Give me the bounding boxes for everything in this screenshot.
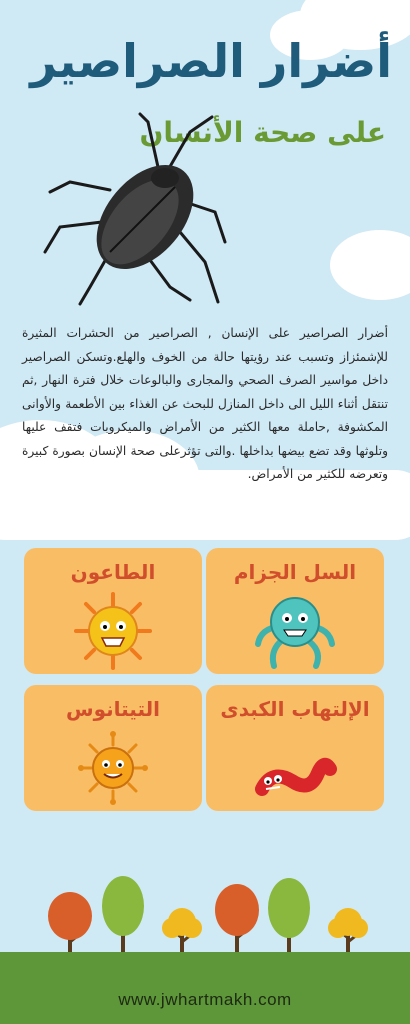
red-worm-germ-icon bbox=[252, 729, 338, 807]
ground-strip bbox=[0, 952, 410, 1024]
disease-card-tetanus bbox=[24, 685, 202, 811]
disease-label: التيتانوس bbox=[65, 697, 160, 721]
website-link[interactable]: www.jwhartmakh.com bbox=[118, 990, 292, 1009]
tree-icon bbox=[266, 878, 312, 958]
disease-label: الطاعون bbox=[70, 560, 156, 584]
tree-icon bbox=[156, 898, 208, 958]
orange-virus-icon bbox=[70, 729, 156, 807]
tree-icon bbox=[46, 892, 94, 958]
disease-card-hepatitis bbox=[206, 685, 384, 811]
disease-card-plague bbox=[24, 548, 202, 674]
page-title: أضرار الصراصير bbox=[30, 34, 392, 88]
disease-label: السل الجزام bbox=[233, 560, 357, 584]
intro-paragraph: أضرار الصراصير على الإنسان , الصراصير من الحشرات المثيرة للإشمئزاز وتسبب عند رؤيتها حالة من الخوف والهلع.وتسكن الصراصير داخل مواسير الصرف الصحي والمجارى والبالوعات خلال فترة النهار ,ثم تنتقل أثناء الليل الى داخل المنازل للبحث عن الغذاء بين الأطعمة والأوانى المكشوفة ,حاملة معها الكثير من الأمراض والميكروبات فتقف عليها وتلوثها وقد تضع بيضها بداخلها .والتى تؤثرعلى صحة الإنسان بصورة كبيرة وتعرضه للكثير من الأمراض. bbox=[22, 326, 388, 481]
disease-card-leprosy bbox=[206, 548, 384, 674]
disease-label: الإلتهاب الكبدى bbox=[220, 697, 370, 721]
cloud-decoration bbox=[330, 230, 410, 300]
teal-germ-icon bbox=[252, 592, 338, 670]
cockroach-illustration bbox=[40, 112, 230, 312]
page-subtitle: على صحة الأنسان bbox=[139, 116, 386, 149]
sun-germ-icon bbox=[70, 592, 156, 670]
tree-icon bbox=[100, 876, 146, 958]
tree-icon bbox=[322, 898, 374, 958]
tree-icon bbox=[212, 882, 262, 958]
